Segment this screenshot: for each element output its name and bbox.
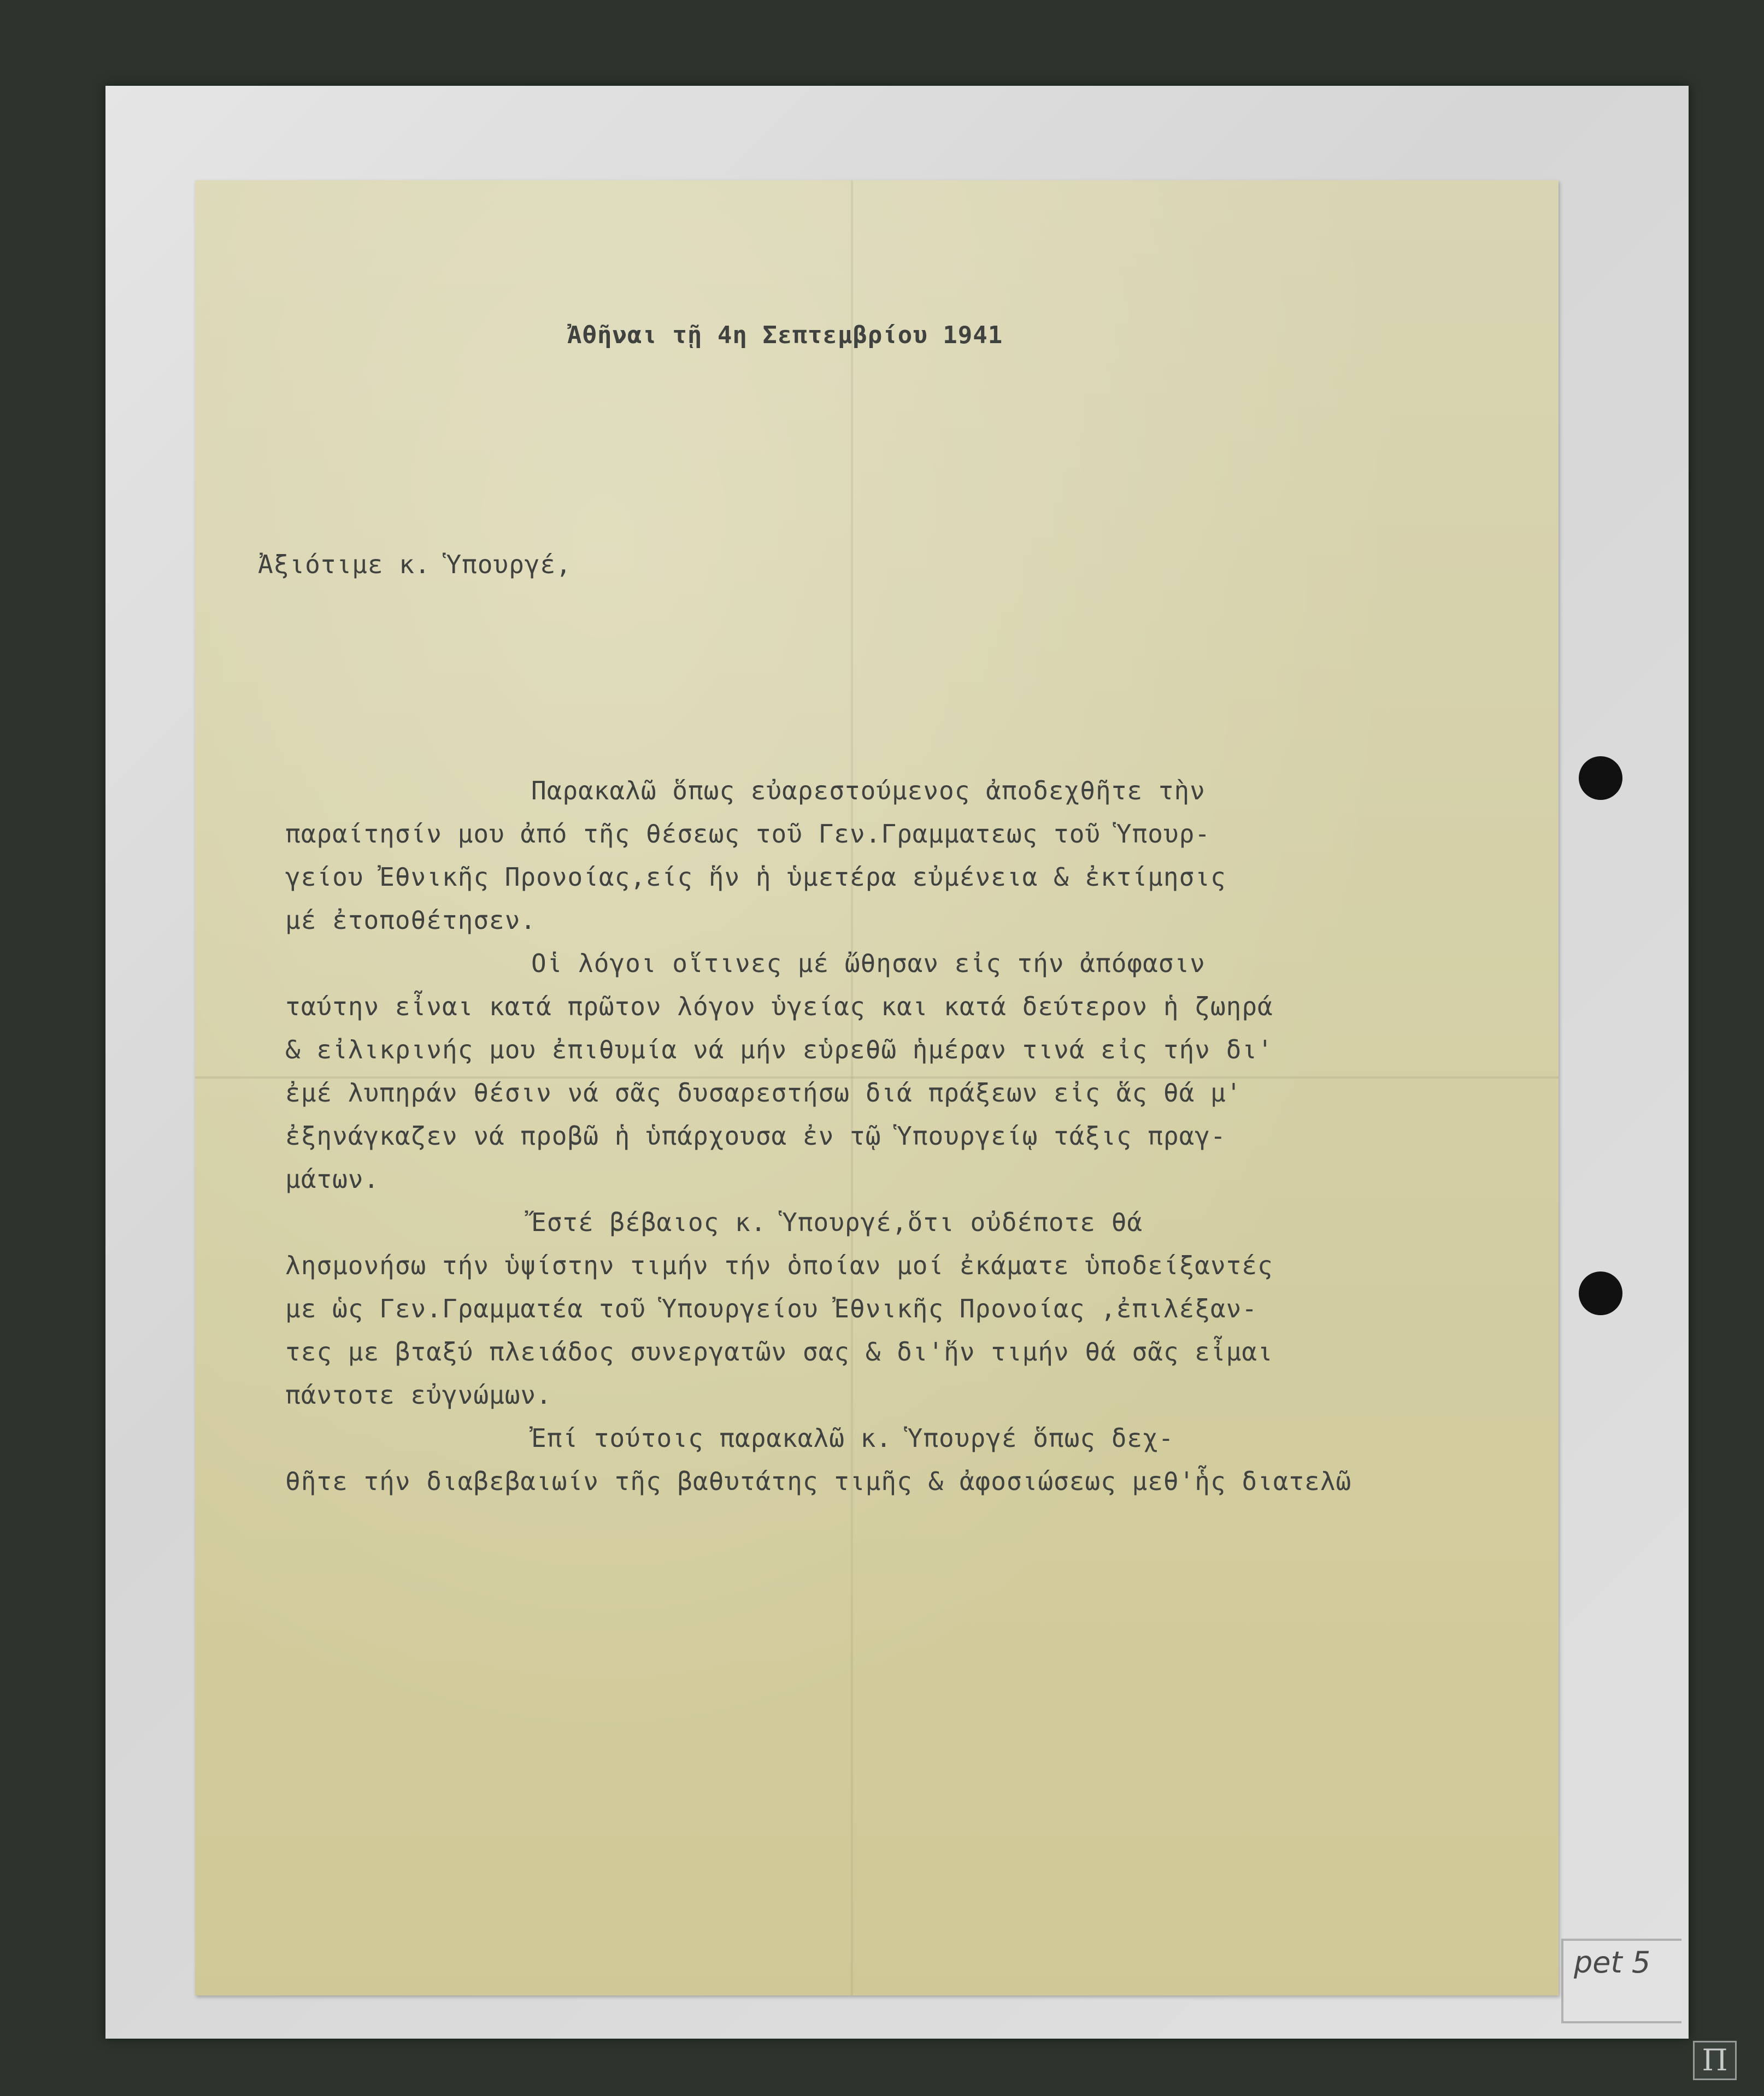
letter-line: πάντοτε εὐγνώμων.	[285, 1380, 552, 1410]
letter-line: θῆτε τήν διαβεβαιωίν τῆς βαθυτάτης τιμῆς & ἀφοσιώσεως μεθ'ἧς διατελῶ	[285, 1467, 1352, 1496]
letter-salutation: Ἀξιότιμε κ. Ὑπουργέ,	[258, 550, 572, 579]
letter-line: μέ ἐτοποθέτησεν.	[285, 905, 537, 935]
letter-line: λησμονήσω τήν ὑψίστην τιμήν τήν ὁποίαν μοί ἐκάματε ὑποδείξαντές	[285, 1251, 1273, 1280]
letter-line: με ὡς Γεν.Γραμματέα τοῦ Ὑπουργείου Ἐθνικῆς Προνοίας ,ἐπιλέξαν-	[285, 1294, 1258, 1323]
letter-line: παραίτησίν μου ἀπό τῆς θέσεως τοῦ Γεν.Γραμματεως τοῦ Ὑπουρ-	[285, 819, 1210, 849]
punch-hole	[1579, 756, 1622, 800]
archive-logo: Π	[1693, 2041, 1737, 2080]
punch-hole	[1579, 1271, 1622, 1315]
letter-line: & εἰλικρινής μου ἐπιθυμία νά μήν εὑρεθῶ ἡμέραν τινά εἰς τήν δι'	[285, 1035, 1273, 1064]
letter-line: ἐξηνάγκαζεν νά προβῶ ἡ ὑπάρχουσα ἐν τῷ Ὑπουργείῳ τάξις πραγ-	[285, 1121, 1226, 1151]
letter-line: μάτων.	[285, 1164, 380, 1194]
letter-line: τες με βταξύ πλειάδος συνεργατῶν σας & δι'ἥν τιμήν θά σᾶς εἶμαι	[285, 1337, 1273, 1367]
letter-line: Παρακαλῶ ὅπως εὐαρεστούμενος ἀποδεχθῆτε τὴν	[531, 776, 1206, 805]
letter-line: ἐμέ λυπηράν θέσιν νά σᾶς δυσαρεστήσω διά πράξεων εἰς ἅς θά μ'	[285, 1078, 1242, 1108]
letter-dateline: Ἀθῆναι τῇ 4η Σεπτεμβρίου 1941	[567, 321, 1003, 349]
letter-line: Ἐπί τούτοις παρακαλῶ κ. Ὑπουργέ ὅπως δεχ-	[531, 1423, 1174, 1453]
letter-line: Ἔστέ βέβαιος κ. Ὑπουργέ,ὅτι οὐδέποτε θά	[531, 1208, 1143, 1237]
archive-tab-label: pet 5	[1574, 1945, 1651, 1980]
letter-line: ταύτην εἶναι κατά πρῶτον λόγον ὑγείας και κατά δεύτερον ἡ ζωηρά	[285, 992, 1273, 1021]
letter-line: γείου Ἐθνικῆς Προνοίας,είς ἥν ἡ ὑμετέρα εὐμένεια & ἐκτίμησις	[285, 862, 1226, 892]
letter-line: Οἱ λόγοι οἵτινες μέ ὤθησαν εἰς τήν ἀπόφασιν	[531, 949, 1206, 978]
